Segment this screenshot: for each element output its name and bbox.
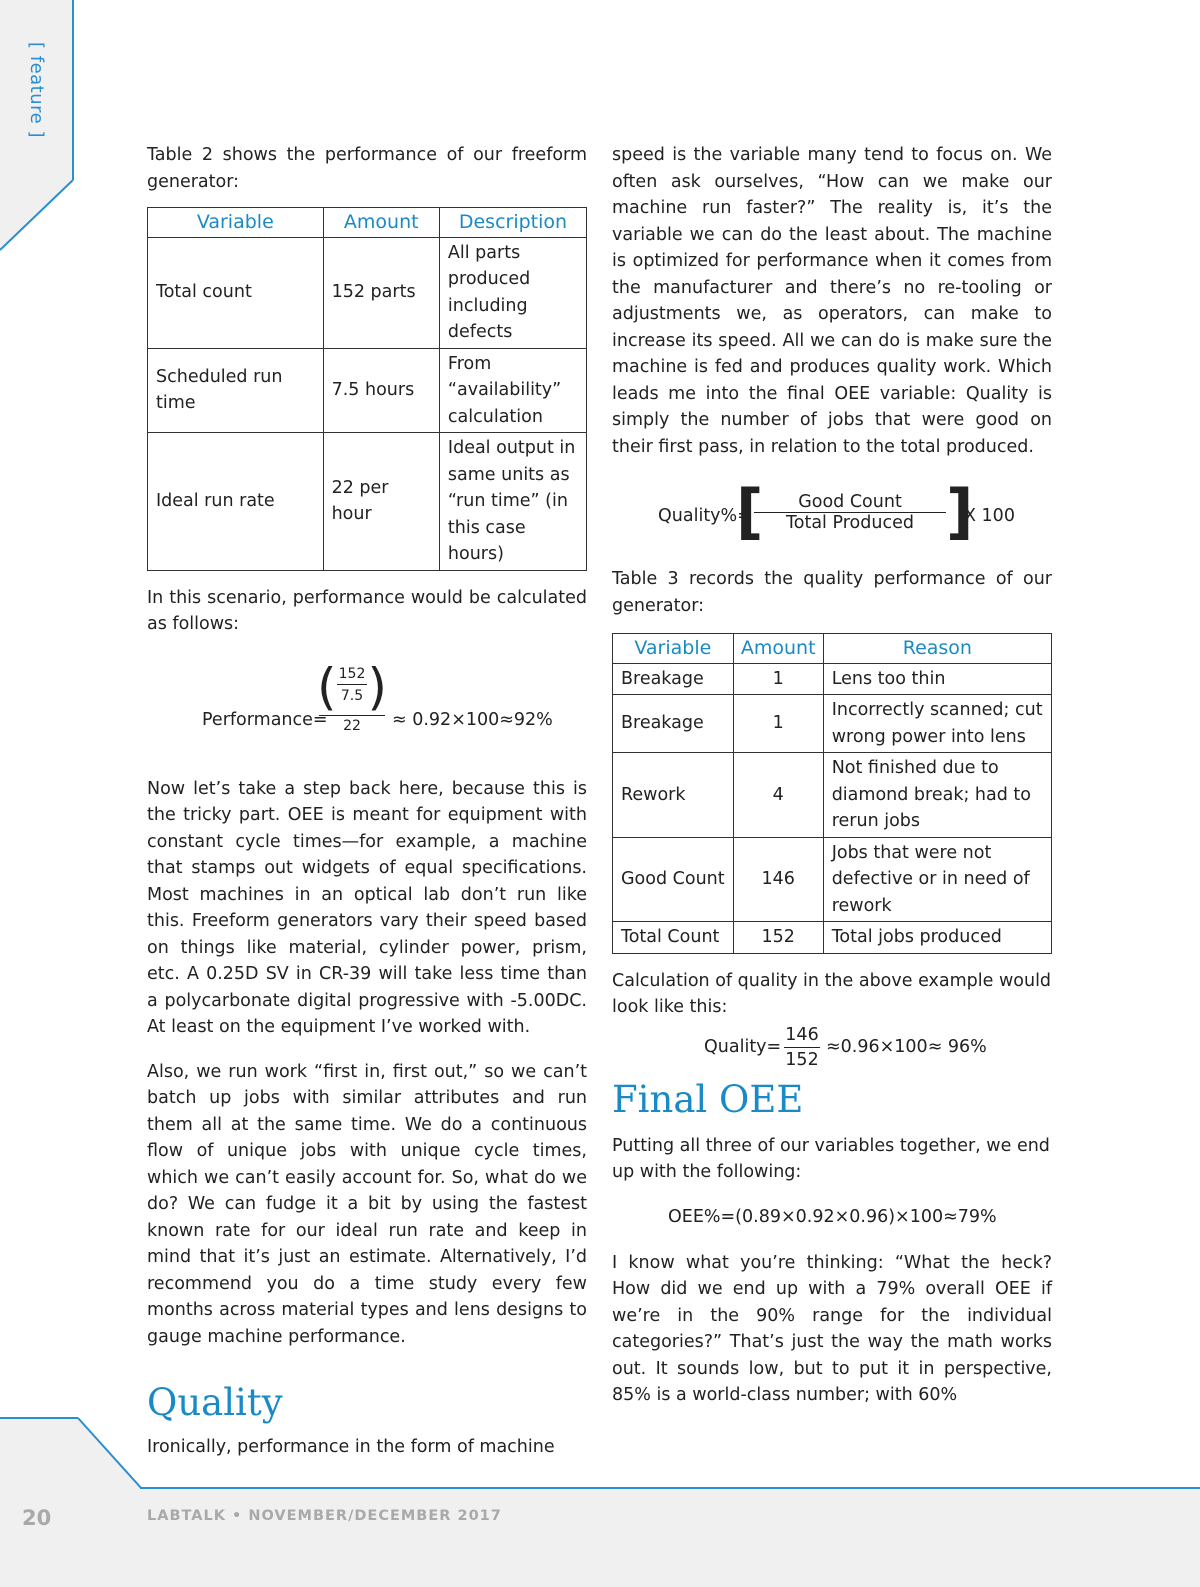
table-row xyxy=(613,695,1052,753)
table-header: Amount xyxy=(733,634,823,664)
table-cell: Not finished due to diamond break; had to rerun jobs xyxy=(823,753,1051,838)
formula-label: Quality%= xyxy=(658,506,752,526)
inner-numerator: 152 xyxy=(337,664,367,685)
heading-quality: Quality xyxy=(147,1381,283,1424)
oee-formula: OEE%=(0.89×0.92×0.96)×100≈79% xyxy=(668,1206,997,1227)
footer-rule xyxy=(140,1487,1200,1489)
table-cell: Total count xyxy=(148,237,324,348)
body-paragraph: speed is the variable many tend to focus on. We often ask ourselves, “How can we make our machine run faster?” The reality is, it’s the variable we can do the least about. The machine is optimized for performance when it comes from the manufacturer and there’s no re-tooling or adjustments we, as operators, can make to increase its speed. All we can do is make sure the machine is fed and produces quality work. Which leads me into the final OEE variable: Quality is simply the number of jobs that were good on their first pass, in relation to the total produced. xyxy=(612,145,1052,457)
paren-right: ) xyxy=(367,657,387,716)
paren-left: ( xyxy=(317,657,337,716)
inner-denominator: 7.5 xyxy=(340,687,364,704)
body-paragraph: Putting all three of our variables together, we end up with the following: xyxy=(612,1135,1050,1182)
table-row xyxy=(613,753,1052,838)
formula-fraction xyxy=(754,492,946,533)
formula-label: Performance= xyxy=(202,709,328,730)
body-paragraph: I know what you’re thinking: “What the heck? How did we end up with a 79% overall OEE if we’re in the 90% range for the individual categories?” That’s just the way the math works out. It sounds low, but to put it in perspective, 85% is a world-class number; with 60% xyxy=(612,1252,1052,1405)
table-cell: From “availability” calculation xyxy=(439,348,586,433)
table-row xyxy=(613,837,1052,922)
table-cell: 4 xyxy=(733,753,823,838)
table-header-row xyxy=(148,208,587,238)
table-cell: 146 xyxy=(733,837,823,922)
table-cell: Incorrectly scanned; cut wrong power into lens xyxy=(823,695,1051,753)
formula-result: ≈ 0.92×100≈92% xyxy=(392,709,553,730)
fraction-denominator: 152 xyxy=(785,1049,819,1070)
table-cell: 152 parts xyxy=(323,237,439,348)
table-header: Reason xyxy=(823,634,1051,664)
table-2 xyxy=(147,207,587,571)
table-cell: Rework xyxy=(613,753,734,838)
table-row xyxy=(613,663,1052,695)
calc-intro: Calculation of quality in the above example would look like this: xyxy=(612,970,1052,1017)
scenario-paragraph: In this scenario, performance would be calculated as follows: xyxy=(147,587,587,634)
intro-paragraph: Table 2 shows the performance of our freeform generator: xyxy=(147,145,587,192)
formula-multiplier: X 100 xyxy=(964,506,1015,526)
table-header: Variable xyxy=(613,634,734,664)
table-cell: 1 xyxy=(733,695,823,753)
table-cell: All parts produced including defects xyxy=(439,237,586,348)
body-paragraph: Ironically, performance in the form of machine xyxy=(147,1437,555,1457)
table-cell: Breakage xyxy=(613,663,734,695)
fraction-denominator: Total Produced xyxy=(786,513,914,533)
table-cell: 1 xyxy=(733,663,823,695)
table-row xyxy=(148,348,587,433)
right-column xyxy=(612,142,1052,1409)
quality-percent-formula xyxy=(612,477,1052,554)
table-cell: 152 xyxy=(733,922,823,954)
publication-info: LABTALK • NOVEMBER/DECEMBER 2017 xyxy=(147,1508,502,1524)
footer-band xyxy=(0,1489,1200,1587)
formula-result: ≈0.96×100≈ 96% xyxy=(826,1036,987,1057)
table-header-row xyxy=(613,634,1052,664)
formula-fraction xyxy=(317,657,387,736)
table-cell: Jobs that were not defective or in need of rework xyxy=(823,837,1051,922)
table-row xyxy=(613,922,1052,954)
page-number: 20 xyxy=(22,1506,52,1530)
table-row xyxy=(148,237,587,348)
table-cell: 7.5 hours xyxy=(323,348,439,433)
table-cell: Scheduled run time xyxy=(148,348,324,433)
formula-fraction xyxy=(784,1023,820,1072)
table-header: Amount xyxy=(323,208,439,238)
body-paragraph: Also, we run work “first in, first out,” so we can’t batch up jobs with similar attributes and run them all at the same time. We do a continuous flow of unique jobs with unique cycle times, which we can’t easily account for. So, what do we do? We can fudge it a bit by using the fastest known rate for our ideal run rate and keep in mind that it’s just an estimate. Alternatively, I’d recommend you do a time study every few months across material types and lens designs to gauge machine performance. xyxy=(147,1061,587,1347)
table-cell: Good Count xyxy=(613,837,734,922)
footer-tab-shape xyxy=(0,1418,142,1489)
formula-label: Quality= xyxy=(704,1036,782,1057)
quality-calc-formula xyxy=(612,1021,1052,1077)
outer-denominator: 22 xyxy=(343,717,361,734)
bracket-left: [ xyxy=(736,477,764,547)
fraction-numerator: Good Count xyxy=(754,492,946,513)
table-cell: Lens too thin xyxy=(823,663,1051,695)
table-header: Variable xyxy=(148,208,324,238)
table-cell: 22 per hour xyxy=(323,433,439,571)
left-column xyxy=(147,142,587,1461)
table-cell: Ideal run rate xyxy=(148,433,324,571)
body-paragraph: Now let’s take a step back here, because this is the tricky part. OEE is meant for equipment with constant cycle times—for example, a machine that stamps out widgets of equal specifications. Most machines in an optical lab don’t run like this. Freeform generators vary their speed based on things like material, cylinder power, prism, etc. A 0.25D SV in CR-39 will take less time than a polycarbonate digital progressive with -5.00DC. At least on the equipment I’ve worked with. xyxy=(147,778,587,1037)
performance-formula xyxy=(147,657,587,754)
section-tab-label: [ feature ] xyxy=(26,42,47,138)
bracket-right: ] xyxy=(946,477,974,547)
table-row xyxy=(148,433,587,571)
table-cell: Total jobs produced xyxy=(823,922,1051,954)
fraction-numerator: 146 xyxy=(784,1023,820,1048)
table-3 xyxy=(612,633,1052,954)
heading-final-oee: Final OEE xyxy=(612,1077,804,1121)
table-cell: Breakage xyxy=(613,695,734,753)
table-cell: Ideal output in same units as “run time” (in this case hours) xyxy=(439,433,586,571)
table-cell: Total Count xyxy=(613,922,734,954)
table-header: Description xyxy=(439,208,586,238)
table3-intro: Table 3 records the quality performance of our generator: xyxy=(612,569,1052,616)
